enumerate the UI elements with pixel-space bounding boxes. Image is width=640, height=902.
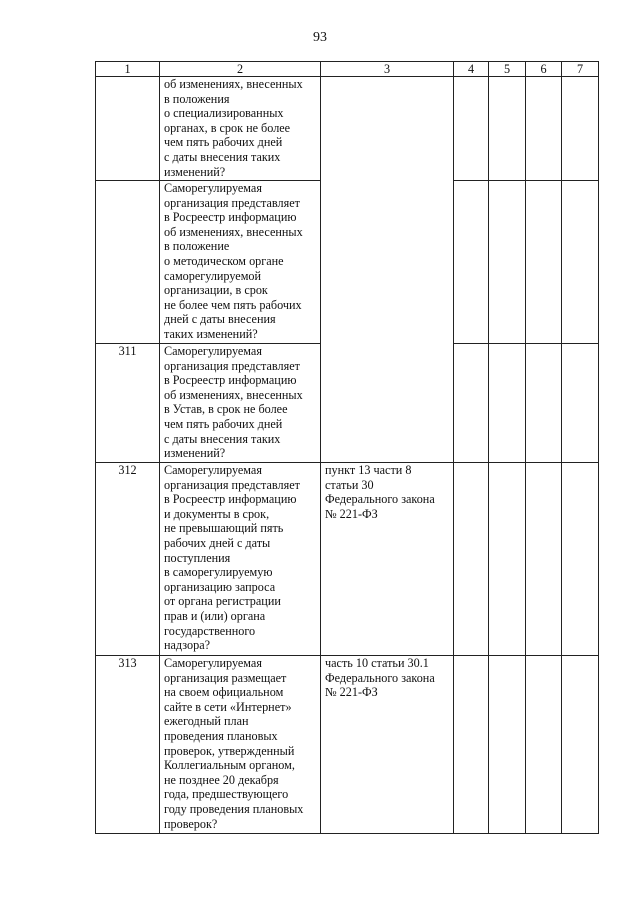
answer-cell <box>489 463 526 656</box>
legal-reference: пункт 13 части 8 статьи 30 Федерального закона № 221-ФЗ <box>321 463 454 656</box>
legal-reference <box>321 181 454 344</box>
column-header: 3 <box>321 62 454 77</box>
column-header: 5 <box>489 62 526 77</box>
answer-cell <box>562 656 599 834</box>
row-number: 313 <box>96 656 160 834</box>
requirement-text: об изменениях, внесенных в положения о специализированных органах, в срок не более чем пять рабочих дней с даты внесения таких изменений? <box>160 77 321 181</box>
requirement-text: Саморегулируемая организация представляет в Росреестр информацию об изменениях, внесенных в положение о методическом органе саморегулируемой организации, в срок не более чем пять рабочих дней с даты внесения таких изменений? <box>160 181 321 344</box>
table-row <box>96 181 599 344</box>
answer-cell <box>454 77 489 181</box>
answer-cell <box>526 463 562 656</box>
answer-cell <box>562 463 599 656</box>
column-header: 2 <box>160 62 321 77</box>
answer-cell <box>454 656 489 834</box>
row-number <box>96 77 160 181</box>
row-number <box>96 181 160 344</box>
table-row <box>96 77 599 181</box>
answer-cell <box>526 344 562 463</box>
legal-reference <box>321 344 454 463</box>
column-header: 1 <box>96 62 160 77</box>
table-row <box>96 463 599 656</box>
column-header: 6 <box>526 62 562 77</box>
legal-reference: часть 10 статьи 30.1 Федерального закона № 221-ФЗ <box>321 656 454 834</box>
answer-cell <box>489 181 526 344</box>
answer-cell <box>454 181 489 344</box>
legal-reference <box>321 77 454 181</box>
answer-cell <box>562 77 599 181</box>
answer-cell <box>562 344 599 463</box>
answer-cell <box>454 463 489 656</box>
requirement-text: Саморегулируемая организация размещает на своем официальном сайте в сети «Интернет» ежегодный план проведения плановых проверок, утвержденный Коллегиальным органом, не позднее 20 декабря года, предшествующего году проведения плановых проверок? <box>160 656 321 834</box>
table-row <box>96 344 599 463</box>
inspection-checklist-table <box>95 61 599 834</box>
requirement-text: Саморегулируемая организация представляет в Росреестр информацию и документы в срок, не превышающий пять рабочих дней с даты поступления в саморегулируемую организацию запроса от органа регистрации прав и (или) органа государственного надзора? <box>160 463 321 656</box>
answer-cell <box>562 181 599 344</box>
answer-cell <box>489 344 526 463</box>
table-row <box>96 656 599 834</box>
page-number: 93 <box>313 30 327 45</box>
row-number: 312 <box>96 463 160 656</box>
row-number: 311 <box>96 344 160 463</box>
answer-cell <box>526 181 562 344</box>
answer-cell <box>489 656 526 834</box>
column-header: 4 <box>454 62 489 77</box>
answer-cell <box>489 77 526 181</box>
column-header: 7 <box>562 62 599 77</box>
answer-cell <box>526 656 562 834</box>
table-header-row <box>96 62 599 77</box>
requirement-text: Саморегулируемая организация представляет в Росреестр информацию об изменениях, внесенных в Устав, в срок не более чем пять рабочих дней с даты внесения таких изменений? <box>160 344 321 463</box>
answer-cell <box>454 344 489 463</box>
answer-cell <box>526 77 562 181</box>
